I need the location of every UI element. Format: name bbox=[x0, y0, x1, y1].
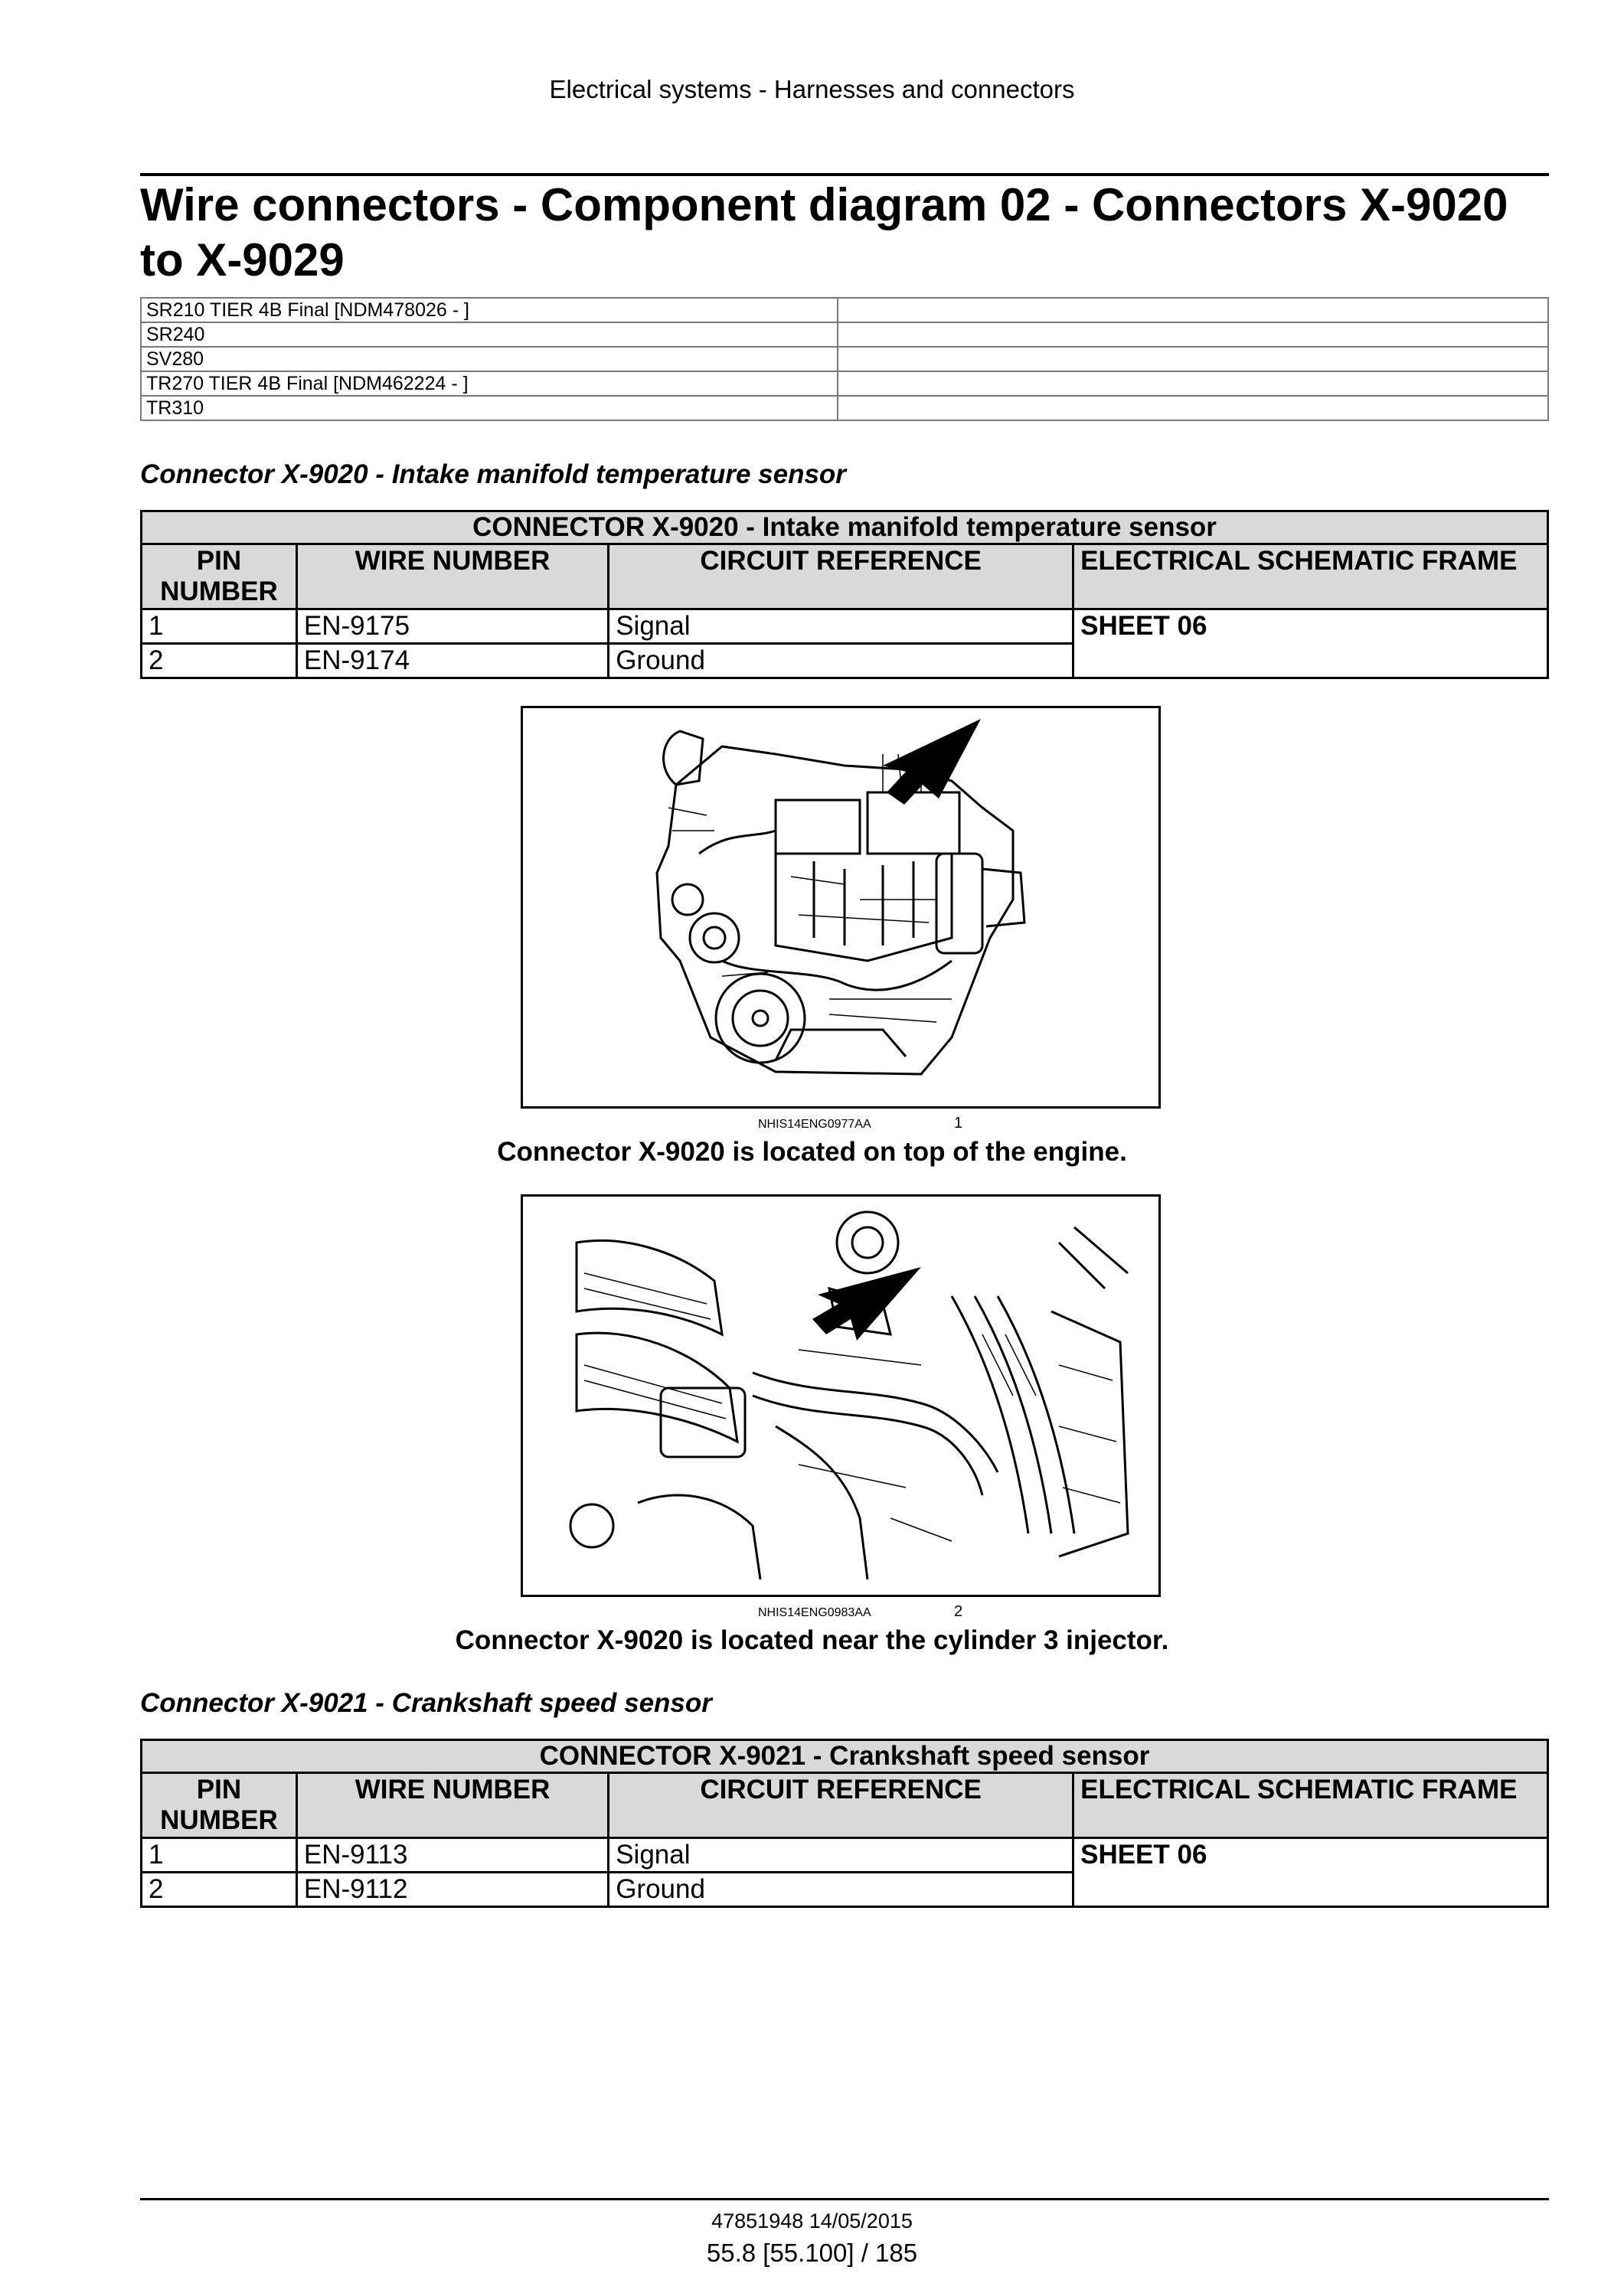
model-cell: SR240 bbox=[141, 322, 838, 347]
figure-caption: Connector X-9020 is located on top of the engine. bbox=[497, 1137, 1127, 1167]
column-header-wire: WIRE NUMBER bbox=[296, 544, 608, 609]
column-header-pin: PIN NUMBER bbox=[142, 544, 297, 609]
wire-cell: EN-9175 bbox=[296, 609, 608, 644]
section-heading-x9021: Connector X-9021 - Crankshaft speed sensor bbox=[140, 1688, 712, 1718]
connector-table-x9021 bbox=[140, 1739, 1549, 1908]
pin-cell: 1 bbox=[142, 609, 297, 644]
model-cell: SV280 bbox=[141, 347, 838, 371]
pin-cell: 2 bbox=[142, 644, 297, 678]
pin-cell: 1 bbox=[142, 1838, 297, 1873]
connector-table-x9020 bbox=[140, 510, 1549, 679]
wire-cell: EN-9112 bbox=[296, 1873, 608, 1907]
connector-table-title: CONNECTOR X-9020 - Intake manifold temperature sensor bbox=[142, 511, 1548, 544]
figure-code: NHIS14ENG0983AA bbox=[758, 1606, 871, 1619]
model-row bbox=[141, 396, 1548, 420]
figure-code: NHIS14ENG0977AA bbox=[758, 1118, 871, 1131]
running-header: Electrical systems - Harnesses and connectors bbox=[549, 75, 1075, 103]
page-number: 55.8 [55.100] / 185 bbox=[706, 2239, 918, 2267]
pin-cell: 2 bbox=[142, 1873, 297, 1907]
connector-table-title: CONNECTOR X-9021 - Crankshaft speed sensor bbox=[142, 1740, 1548, 1773]
model-row bbox=[141, 347, 1548, 371]
model-cell: TR310 bbox=[141, 396, 838, 420]
circuit-cell: Ground bbox=[609, 644, 1073, 678]
column-header-circuit: CIRCUIT REFERENCE bbox=[609, 1773, 1073, 1838]
wire-cell: EN-9113 bbox=[296, 1838, 608, 1873]
page-title: Wire connectors - Component diagram 02 - Connectors X-9020 to X-9029 bbox=[140, 179, 1508, 286]
figure-injector-area bbox=[521, 1194, 1161, 1597]
model-cell: TR270 TIER 4B Final [NDM462224 - ] bbox=[141, 371, 838, 396]
figure-number: 2 bbox=[954, 1603, 963, 1620]
frame-cell: SHEET 06 bbox=[1073, 1838, 1548, 1907]
figure-number: 1 bbox=[954, 1115, 963, 1132]
column-header-wire: WIRE NUMBER bbox=[296, 1773, 608, 1838]
column-header-circuit: CIRCUIT REFERENCE bbox=[609, 544, 1073, 609]
column-header-frame: ELECTRICAL SCHEMATIC FRAME bbox=[1073, 1773, 1548, 1838]
wire-cell: EN-9174 bbox=[296, 644, 608, 678]
table-row bbox=[142, 609, 1548, 644]
section-heading-x9020: Connector X-9020 - Intake manifold temperature sensor bbox=[140, 459, 846, 489]
frame-cell: SHEET 06 bbox=[1073, 609, 1548, 678]
model-row bbox=[141, 371, 1548, 396]
footer-divider bbox=[140, 2198, 1549, 2200]
arrow-icon bbox=[883, 719, 981, 805]
circuit-cell: Signal bbox=[609, 609, 1073, 644]
arrow-icon bbox=[812, 1267, 921, 1341]
model-applicability-table bbox=[140, 297, 1549, 421]
model-row bbox=[141, 298, 1548, 322]
injector-area-illustration bbox=[523, 1197, 1158, 1595]
model-row bbox=[141, 322, 1548, 347]
engine-illustration bbox=[523, 708, 1158, 1106]
figure-engine-top bbox=[521, 706, 1161, 1109]
document-id: 47851948 14/05/2015 bbox=[711, 2209, 913, 2232]
circuit-cell: Signal bbox=[609, 1838, 1073, 1873]
circuit-cell: Ground bbox=[609, 1873, 1073, 1907]
model-cell: SR210 TIER 4B Final [NDM478026 - ] bbox=[141, 298, 838, 322]
header-divider bbox=[140, 173, 1549, 176]
figure-caption: Connector X-9020 is located near the cylinder 3 injector. bbox=[455, 1625, 1169, 1655]
column-header-pin: PIN NUMBER bbox=[142, 1773, 297, 1838]
table-row bbox=[142, 1838, 1548, 1873]
column-header-frame: ELECTRICAL SCHEMATIC FRAME bbox=[1073, 544, 1548, 609]
